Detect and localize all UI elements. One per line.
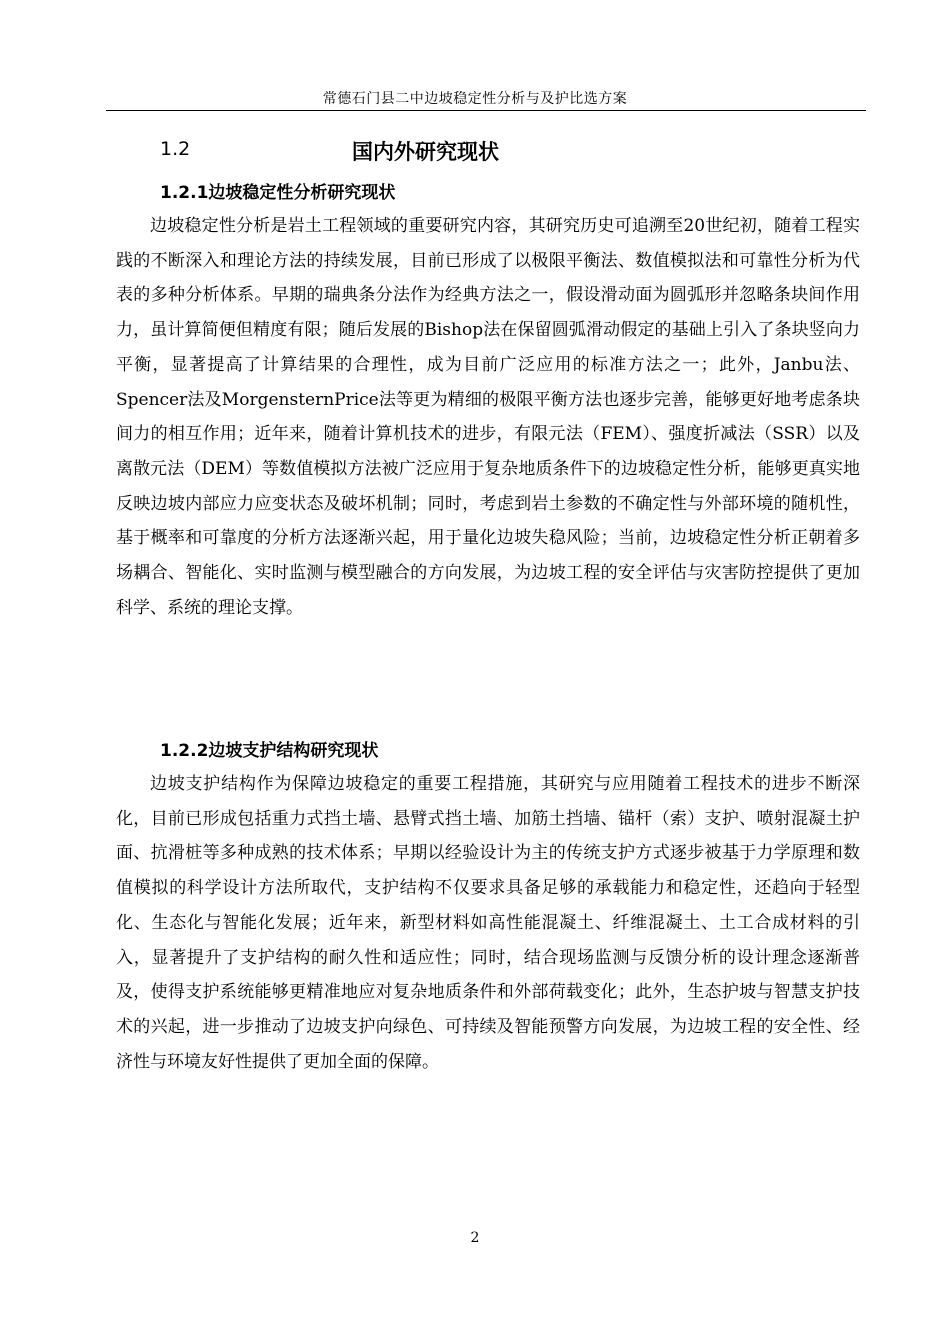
paragraph-1: 边坡稳定性分析是岩土工程领域的重要研究内容，其研究历史可追溯至20世纪初，随着工程实践的不断深入和理论方法的持续发展，目前已形成了以极限平衡法、数值模拟法和可靠性分析为代表的多种分析体系。早期的瑞典条分法作为经典方法之一，假设滑动面为圆弧形并忽略条块间作用力，虽计算简便但精度有限；随后发展的Bishop法在保留圆弧滑动假定的基础上引入了条块竖向力平衡，显著提高了计算结果的合理性，成为目前广泛应用的标准方法之一；此外，Janbu法、Spencer法及MorgensternPrice法等更为精细的极限平衡方法也逐步完善，能够更好地考虑条块间力的相互作用；近年来，随着计算机技术的进步，有限元法（FEM）、强度折减法（SSR）以及离散元法（DEM）等数值模拟方法被广泛应用于复杂地质条件下的边坡稳定性分析，能够更真实地反映边坡内部应力应变状态及破坏机制；同时，考虑到岩土参数的不确定性与外部环境的随机性，基于概率和可靠度的分析方法逐渐兴起，用于量化边坡失稳风险；当前，边坡稳定性分析正朝着多场耦合、智能化、实时监测与模型融合的方向发展，为边坡工程的安全评估与灾害防控提供了更加科学、系统的理论支撑。 [116,216,860,618]
section-number: 1.2 [160,138,191,160]
subsection-heading-1: 1.2.1边坡稳定性分析研究现状 [160,183,396,203]
section-title: 国内外研究现状 [352,140,499,164]
section-heading [160,136,720,168]
page-number: 2 [470,1230,480,1246]
header-divider [106,110,866,111]
subsection-heading-2: 1.2.2边坡支护结构研究现状 [160,741,379,761]
paragraph-2: 边坡支护结构作为保障边坡稳定的重要工程措施，其研究与应用随着工程技术的进步不断深化，目前已形成包括重力式挡土墙、悬臂式挡土墙、加筋土挡墙、锚杆（索）支护、喷射混凝土护面、抗滑桩等多种成熟的技术体系；早期以经验设计为主的传统支护方式逐步被基于力学原理和数值模拟的科学设计方法所取代，支护结构不仅要求具备足够的承载能力和稳定性，还趋向于轻型化、生态化与智能化发展；近年来，新型材料如高性能混凝土、纤维混凝土、土工合成材料的引入，显著提升了支护结构的耐久性和适应性；同时，结合现场监测与反馈分析的设计理念逐渐普及，使得支护系统能够更精准地应对复杂地质条件和外部荷载变化；此外，生态护坡与智慧支护技术的兴起，进一步推动了边坡支护向绿色、可持续及智能预警方向发展，为边坡工程的安全性、经济性与环境友好性提供了更加全面的保障。 [116,774,860,1072]
running-header: 常德石门县二中边坡稳定性分析与及护比选方案 [322,91,628,107]
